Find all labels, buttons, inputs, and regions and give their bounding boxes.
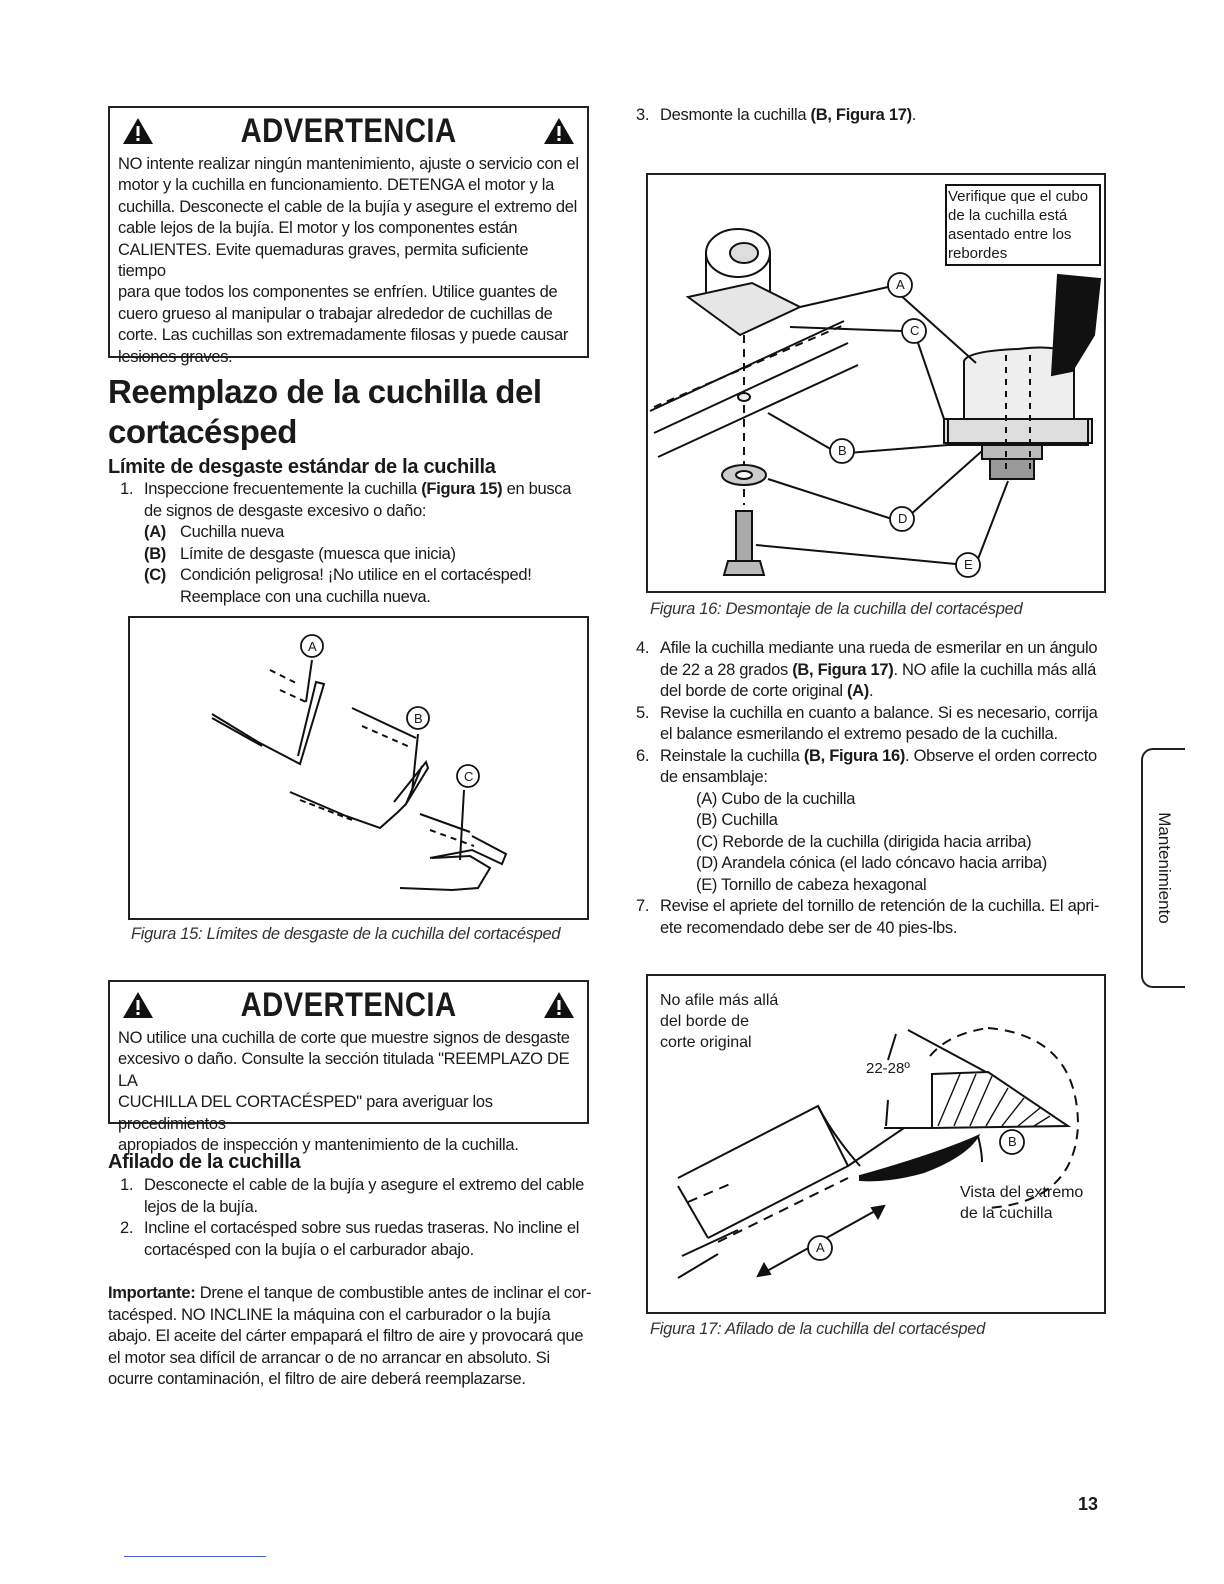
step-text: del borde de corte original xyxy=(660,682,847,700)
important-line: abajo. El aceite del cárter empapará el filtro de aire y provocará que xyxy=(108,1327,584,1345)
figure-reference: (Figura 15) xyxy=(421,480,503,498)
fig16-label-a: A xyxy=(896,277,905,292)
warning-text xyxy=(118,154,579,368)
fig16-label-b: B xyxy=(838,443,847,458)
step-item xyxy=(108,1175,588,1218)
warning-line: motor y la cuchilla en funcionamiento. DETENGA el motor y la xyxy=(118,176,554,195)
step-text: Revise el apriete del tornillo de retención de la cuchilla. El apri- xyxy=(660,897,1100,915)
warning-line: NO intente realizar ningún mantenimiento, ajuste o servicio con el xyxy=(118,155,579,173)
warning-line: CUCHILLA DEL CORTACÉSPED" para averiguar los procedimientos xyxy=(118,1093,493,1133)
assembly-item: (D) Arandela cónica (el lado cóncavo hacia arriba) xyxy=(696,854,1047,872)
warning-triangle-icon xyxy=(543,117,575,145)
fig15-label-a: A xyxy=(308,639,317,654)
step-text: en busca xyxy=(502,480,572,498)
figure-reference: (B, Figura 16) xyxy=(803,746,906,765)
important-label: Importante: xyxy=(108,1284,196,1302)
step-item xyxy=(624,105,1114,127)
item-label: (C) xyxy=(144,566,167,584)
page-number: 13 xyxy=(1078,1494,1099,1514)
blade-wear-illustration xyxy=(130,618,587,918)
warning-box-blade-wear xyxy=(108,980,589,1155)
warning-title: ADVERTENCIA xyxy=(240,111,457,150)
note-line: del borde de xyxy=(660,1013,749,1030)
warning-line: cable lejos de la bujía. El motor y los componentes están xyxy=(118,219,518,238)
warning-box-maintenance xyxy=(108,106,589,366)
step-text: ete recomendado debe ser de 40 pies-lbs. xyxy=(660,918,958,937)
warning-line: lesiones graves. xyxy=(118,347,233,366)
warning-triangle-icon xyxy=(543,991,575,1019)
step-item xyxy=(624,896,1114,939)
warning-line: cuero grueso al manipular o trabajar alrededor de cuchillas de xyxy=(118,304,553,323)
figure-17-blade-sharpening xyxy=(646,974,1106,1314)
assembly-item: (E) Tornillo de cabeza hexagonal xyxy=(696,875,927,894)
assembly-item: (B) Cuchilla xyxy=(696,811,778,829)
figure-16-blade-removal xyxy=(646,173,1106,593)
note-line: corte original xyxy=(660,1034,752,1051)
fig16-note xyxy=(948,187,1088,263)
section-title-line: Reemplazo de la cuchilla del xyxy=(108,373,542,410)
warning-title: ADVERTENCIA xyxy=(240,985,457,1024)
step-number: 1. xyxy=(120,480,134,498)
fig16-label-e: E xyxy=(964,557,973,572)
fig16-label-c: C xyxy=(910,323,920,338)
step-text: de ensamblaje: xyxy=(660,768,768,786)
view-line: de la cuchilla xyxy=(960,1205,1053,1222)
view-line: Vista del extremo xyxy=(960,1184,1084,1201)
item-text: Cuchilla nueva xyxy=(180,523,285,541)
item-label: (B) xyxy=(144,544,167,563)
warning-header xyxy=(118,982,579,1028)
item-text: Reemplace con una cuchilla nueva. xyxy=(180,587,431,606)
figure-reference: (A) xyxy=(846,682,869,700)
warning-line: para que todos los componentes se enfríen. Utilice guantes de xyxy=(118,283,558,302)
item-text: Condición peligrosa! ¡No utilice en el cortacésped! xyxy=(180,566,532,584)
step-text: Inspeccione frecuentemente la cuchilla xyxy=(144,480,422,498)
figure-reference: (B, Figura 17) xyxy=(810,106,912,124)
subsection-title-sharpen: Afilado de la cuchilla xyxy=(108,1151,301,1173)
figure-16-caption: Figura 16: Desmontaje de la cuchilla del cortacésped xyxy=(650,600,1023,618)
sharpen-steps xyxy=(108,1175,588,1261)
step-3 xyxy=(624,105,1114,127)
list-item xyxy=(144,565,588,608)
important-line: ocurre contaminación, el filtro de aire deberá reemplazarse. xyxy=(108,1370,526,1388)
step-number: 1. xyxy=(120,1176,134,1194)
important-line: Drene el tanque de combustible antes de inclinar el cor- xyxy=(195,1284,592,1302)
list-item xyxy=(144,522,588,544)
step-item xyxy=(624,703,1114,746)
warning-line: CALIENTES. Evite quemaduras graves, permita suficiente tiempo xyxy=(118,240,529,281)
figure-15-blade-wear xyxy=(128,616,589,920)
step-number: 2. xyxy=(120,1219,134,1237)
steps-4-to-7 xyxy=(624,638,1114,939)
warning-triangle-icon xyxy=(122,117,154,145)
step-text: Revise la cuchilla en cuanto a balance. Si es necesario, corrija xyxy=(660,703,1098,722)
step-number: 4. xyxy=(636,639,650,657)
side-tab-label: Mantenimiento xyxy=(1155,812,1174,924)
figure-17-caption: Figura 17: Afilado de la cuchilla del cortacésped xyxy=(650,1320,986,1338)
figure-15-caption: Figura 15: Límites de desgaste de la cuchilla del cortacésped xyxy=(131,925,561,943)
step-text: lejos de la bujía. xyxy=(144,1197,258,1216)
step-item xyxy=(624,638,1114,703)
step-text: Incline el cortacésped sobre sus ruedas traseras. No incline el xyxy=(144,1219,580,1237)
step-number: 3. xyxy=(636,106,650,124)
step-number: 7. xyxy=(636,897,650,915)
step-text: de 22 a 28 grados xyxy=(660,660,793,679)
step-number: 6. xyxy=(636,746,650,765)
warning-triangle-icon xyxy=(122,991,154,1019)
warning-text xyxy=(118,1028,579,1156)
step-item xyxy=(624,746,1114,897)
fig15-callouts xyxy=(301,635,479,787)
step-text: Desmonte la cuchilla xyxy=(660,106,811,124)
note-line: de la cuchilla está xyxy=(948,207,1068,224)
step-text: . xyxy=(869,682,874,700)
fig15-label-b: B xyxy=(414,711,423,726)
list-item xyxy=(144,544,588,566)
item-text: Límite de desgaste (muesca que inicia) xyxy=(180,544,456,563)
step-number: 5. xyxy=(636,703,650,722)
step-item xyxy=(108,1218,588,1261)
warning-line: excesivo o daño. Consulte la sección titulada "REEMPLAZO DE LA xyxy=(118,1050,570,1090)
warning-line: NO utilice una cuchilla de corte que muestre signos de desgaste xyxy=(118,1029,570,1047)
footnote-divider xyxy=(124,1556,266,1557)
note-line: No afile más allá xyxy=(660,992,779,1009)
step-text: . NO afile la cuchilla más allá xyxy=(893,660,1096,679)
note-line: asentado entre los xyxy=(948,226,1072,243)
fig17-angle-label: 22-28º xyxy=(866,1060,910,1077)
figure-reference: (B, Figura 17) xyxy=(792,660,894,679)
important-line: tacésped. NO INCLINE la máquina con el carburador o la bujía xyxy=(108,1305,551,1324)
warning-line: apropiados de inspección y mantenimiento de la cuchilla. xyxy=(118,1136,519,1155)
wear-limit-steps xyxy=(108,479,588,608)
fig17-label-a: A xyxy=(816,1240,825,1255)
fig17-note xyxy=(660,990,778,1053)
step-text: Reinstale la cuchilla xyxy=(660,746,804,765)
assembly-item: (A) Cubo de la cuchilla xyxy=(696,789,856,808)
fig15-label-c: C xyxy=(464,769,474,784)
assembly-order-list xyxy=(660,789,1114,897)
item-label: (A) xyxy=(144,523,167,541)
assembly-item: (C) Reborde de la cuchilla (dirigida hacia arriba) xyxy=(696,832,1032,851)
step-text: cortacésped con la bujía o el carburador abajo. xyxy=(144,1240,474,1259)
step-text: el balance esmerilando el extremo pesado de la cuchilla. xyxy=(660,725,1058,743)
warning-line: corte. Las cuchillas son extremadamente filosas y puede causar xyxy=(118,326,569,345)
section-title xyxy=(108,372,541,452)
subsection-title-wear-limit: Límite de desgaste estándar de la cuchilla xyxy=(108,456,496,478)
step-text: Afile la cuchilla mediante una rueda de esmerilar en un ángulo xyxy=(660,639,1098,657)
step-text: . xyxy=(911,106,917,124)
important-note xyxy=(108,1283,592,1391)
fig17-view-label xyxy=(960,1182,1083,1224)
fig16-label-d: D xyxy=(898,511,908,526)
section-side-tab xyxy=(1141,748,1185,988)
step-text: . Observe el orden correcto xyxy=(905,746,1097,765)
fig17-label-b: B xyxy=(1008,1134,1017,1149)
note-line: Verifique que el cubo xyxy=(948,188,1089,205)
step-item xyxy=(108,479,588,608)
step-text: Desconecte el cable de la bujía y asegure el extremo del cable xyxy=(144,1176,585,1194)
important-line: el motor sea difícil de arrancar o de no arrancar en absoluto. Si xyxy=(108,1348,550,1367)
warning-header xyxy=(118,108,579,154)
step-text: de signos de desgaste excesivo o daño: xyxy=(144,501,427,520)
section-title-line: cortacésped xyxy=(108,413,297,450)
note-line: rebordes xyxy=(948,245,1008,262)
warning-line: cuchilla. Desconecte el cable de la bujía y asegure el extremo del xyxy=(118,197,577,216)
